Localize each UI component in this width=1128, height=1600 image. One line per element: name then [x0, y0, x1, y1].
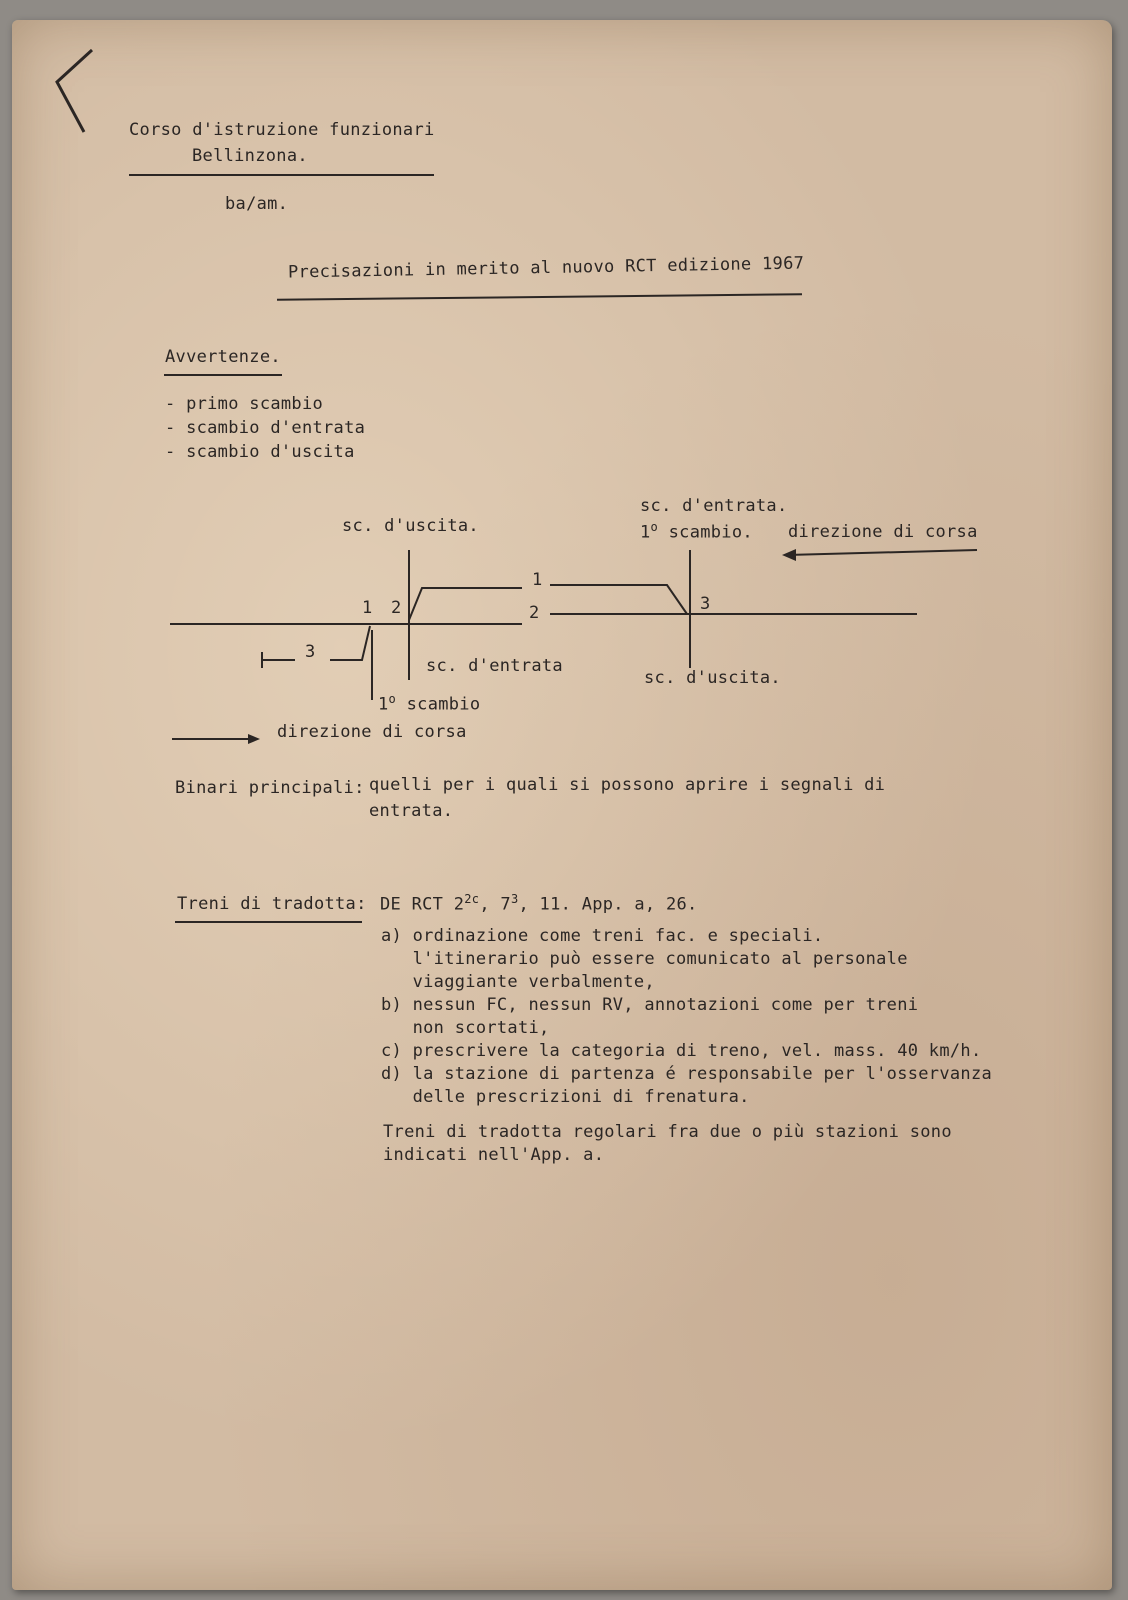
label-primo-scambio-left: 1$^o$ scambio	[378, 692, 481, 715]
treni-footer: indicati nell'App. a.	[383, 1145, 605, 1165]
treni-reference: DE RCT $2^{2c}$, $7^3$, 11. App. a, 26.	[380, 892, 698, 915]
corner-mark	[57, 50, 92, 132]
treni-rule	[175, 921, 362, 923]
treni-line: viaggiante verbalmente,	[381, 972, 655, 992]
page-title: Precisazioni in merito al nuovo RCT edizione 1967	[287, 253, 805, 283]
binari-label: Binari principali:	[175, 778, 365, 798]
label-track-3-left: 3	[305, 642, 316, 662]
label-sc-uscita-left: sc. d'uscita.	[342, 516, 479, 536]
label-track-3-right: 3	[700, 594, 711, 614]
binari-text: entrata.	[369, 801, 454, 821]
avvertenze-item: - scambio d'uscita	[165, 442, 355, 462]
label-track-2-left: 2	[391, 598, 402, 618]
label-track-2-mid: 2	[529, 603, 540, 623]
treni-line: c) prescrivere la categoria di treno, vel. mass. 40 km/h.	[381, 1041, 982, 1061]
branch-track-1-left	[409, 588, 522, 620]
diagram-drawing	[12, 20, 1112, 1590]
treni-line: a) ordinazione come treni fac. e speciali.	[381, 926, 824, 946]
treni-line: non scortati,	[381, 1018, 550, 1038]
arrow-left-icon	[782, 549, 796, 561]
treni-label: Treni di tradotta:	[177, 894, 367, 914]
document-page	[12, 20, 1112, 1590]
course-place: Bellinzona.	[192, 146, 308, 166]
label-primo-scambio-right: 1$^o$ scambio.	[640, 520, 753, 543]
treni-footer: Treni di tradotta regolari fra due o più stazioni sono	[383, 1122, 952, 1142]
treni-line: d) la stazione di partenza é responsabile per l'osservanza	[381, 1064, 993, 1084]
course-title: Corso d'istruzione funzionari	[129, 120, 435, 140]
reference-code: ba/am.	[225, 194, 289, 214]
avvertenze-item: - scambio d'entrata	[165, 418, 366, 438]
avvertenze-heading: Avvertenze.	[165, 347, 281, 367]
label-direzione-left: direzione di corsa	[277, 722, 467, 742]
label-track-1-left: 1	[362, 598, 373, 618]
direction-arrow-right-line	[787, 550, 977, 555]
branch-track-3-left	[330, 626, 370, 660]
label-sc-entrata-right: sc. d'entrata.	[640, 496, 788, 516]
label-direzione-right: direzione di corsa	[788, 522, 978, 542]
treni-line: delle prescrizioni di frenatura.	[381, 1087, 750, 1107]
binari-text: quelli per i quali si possono aprire i segnali di	[369, 775, 886, 795]
treni-line: l'itinerario può essere comunicato al personale	[381, 949, 908, 969]
label-sc-uscita-right: sc. d'uscita.	[644, 668, 781, 688]
avvertenze-item: - primo scambio	[165, 394, 324, 414]
arrow-right-icon	[248, 734, 260, 744]
treni-line: b) nessun FC, nessun RV, annotazioni come per treni	[381, 995, 919, 1015]
label-sc-entrata-mid: sc. d'entrata	[426, 656, 563, 676]
branch-track-1-right	[550, 585, 687, 614]
avvertenze-rule	[164, 374, 282, 376]
header-rule	[129, 174, 434, 176]
label-track-1-mid: 1	[532, 570, 543, 590]
